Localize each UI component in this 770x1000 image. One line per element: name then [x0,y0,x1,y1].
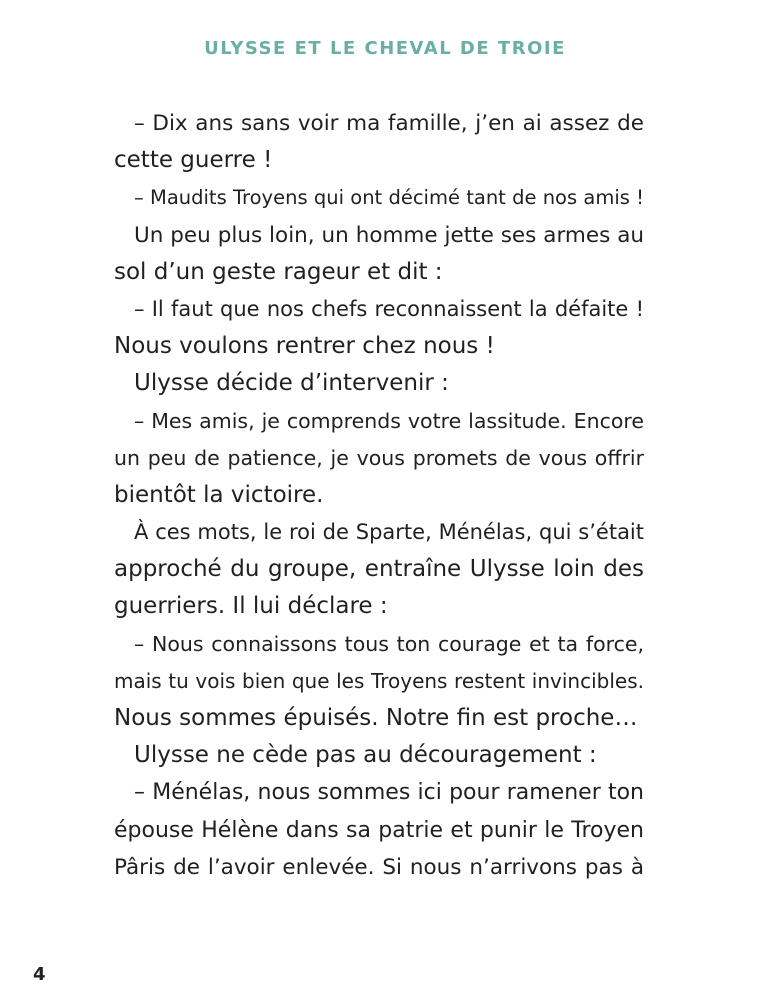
text-line: Un peu plus loin, un homme jette ses armes au [134,222,644,248]
text-line: À ces mots, le roi de Sparte, Ménélas, qui s’était [134,520,644,545]
text-line: Pâris de l’avoir enlevée. Si nous n’arrivons pas à [114,854,644,880]
text-line: Ulysse ne cède pas au découragement : [134,742,597,769]
text-line: mais tu vois bien que les Troyens restent invincibles. [114,668,644,693]
text-line: – Nous connaissons tous ton courage et ta force, [134,631,644,656]
running-header-title: ULYSSE ET LE CHEVAL DE TROIE [204,38,566,59]
text-line: un peu de patience, je vous promets de vous offrir [114,445,644,470]
page-number: 4 [33,964,46,985]
text-line: – Mes amis, je comprends votre lassitude. Encore [134,408,644,433]
text-line: Nous sommes épuisés. Notre fin est proche… [114,705,638,731]
text-line: Ulysse décide d’intervenir : [134,370,449,397]
text-line: épouse Hélène dans sa patrie et punir le Troyen [114,817,644,843]
text-line: – Maudits Troyens qui ont décimé tant de nos amis ! [134,186,644,210]
text-line: – Dix ans sans voir ma famille, j’en ai assez de [134,111,644,136]
text-line: – Il faut que nos chefs reconnaissent la défaite ! [134,296,644,321]
text-line: bientôt la victoire. [114,481,324,508]
text-line: sol d’un geste rageur et dit : [114,258,443,285]
text-line: approché du groupe, entraîne Ulysse loin des [114,556,644,583]
text-line: Nous voulons rentrer chez nous ! [114,333,495,360]
body-text [114,105,644,886]
text-line: guerriers. Il lui déclare : [114,593,388,620]
text-line: – Ménélas, nous sommes ici pour ramener ton [134,780,644,806]
text-line: cette guerre ! [114,147,273,174]
